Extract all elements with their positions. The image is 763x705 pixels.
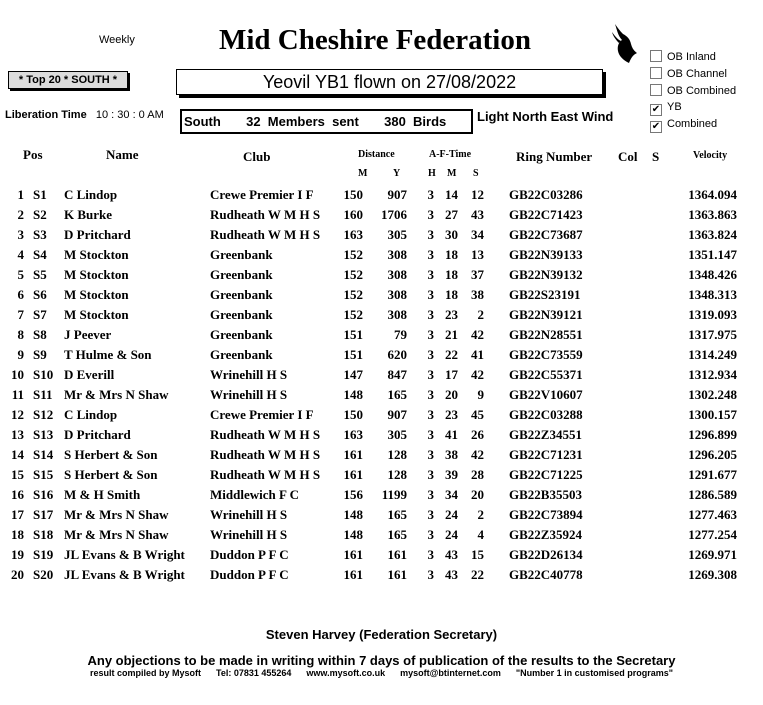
cell-pos: 14 [11, 447, 24, 462]
cell-s: 9 [477, 387, 484, 402]
cell-ring: GB22Z35924 [509, 527, 582, 542]
cell-s: 4 [477, 527, 484, 542]
cell-min: 18 [445, 247, 458, 262]
weekly-label: Weekly [99, 34, 135, 46]
table-row [0, 467, 763, 487]
cell-name: S Herbert & Son [64, 467, 158, 482]
cell-pos: 9 [17, 347, 24, 362]
cell-ring: GB22B35503 [509, 487, 582, 502]
cell-ring: GB22C73559 [509, 347, 583, 362]
cell-min: 21 [445, 327, 458, 342]
pigeon-logo-icon [609, 22, 639, 64]
cell-sec: S20 [33, 567, 54, 582]
cell-m: 161 [343, 547, 363, 562]
cell-vel: 1317.975 [688, 327, 737, 342]
cell-club: Crewe Premier I F [210, 407, 314, 422]
cell-vel: 1364.094 [688, 187, 737, 202]
cell-club: Rudheath W M H S [210, 427, 321, 442]
cell-m: 156 [343, 487, 363, 502]
cell-min: 18 [445, 287, 458, 302]
cell-name: D Pritchard [64, 227, 131, 242]
liberation-time-label: Liberation Time [5, 109, 87, 121]
cell-name: Mr & Mrs N Shaw [64, 507, 169, 522]
cell-s: 42 [471, 367, 484, 382]
cell-club: Greenbank [210, 307, 273, 322]
cell-y: 308 [387, 307, 407, 322]
cell-h: 3 [427, 247, 434, 262]
cell-vel: 1312.934 [688, 367, 737, 382]
cell-m: 161 [343, 567, 363, 582]
checkmark-icon[interactable]: ✔ [651, 104, 661, 115]
cell-ring: GB22V10607 [509, 387, 583, 402]
col-header-colour: Col [618, 149, 638, 164]
cell-h: 3 [427, 347, 434, 362]
cell-club: Duddon P F C [210, 547, 289, 562]
page-title: Mid Cheshire Federation [219, 24, 531, 56]
cell-s: 38 [471, 287, 484, 302]
cell-h: 3 [427, 187, 434, 202]
cell-pos: 6 [17, 287, 24, 302]
cell-h: 3 [427, 467, 434, 482]
cell-sec: S16 [33, 487, 54, 502]
cell-h: 3 [427, 327, 434, 342]
table-row [0, 187, 763, 207]
cell-y: 165 [387, 387, 407, 402]
cell-y: 847 [387, 367, 407, 382]
table-row [0, 287, 763, 307]
cell-min: 18 [445, 267, 458, 282]
cell-pos: 3 [17, 227, 24, 242]
cell-m: 161 [343, 447, 363, 462]
cell-name: C Lindop [64, 407, 118, 422]
cell-sec: S3 [33, 227, 47, 242]
cell-m: 148 [343, 527, 363, 542]
cell-name: Mr & Mrs N Shaw [64, 387, 169, 402]
col-header-name: Name [106, 147, 139, 162]
cell-name: M Stockton [64, 247, 129, 262]
cell-y: 308 [387, 267, 407, 282]
cell-name: J Peever [64, 327, 112, 342]
cell-pos: 8 [17, 327, 24, 342]
cell-sec: S9 [33, 347, 47, 362]
col-header-ring-number: Ring Number [516, 149, 593, 164]
cell-sec: S17 [33, 507, 54, 522]
cell-m: 152 [343, 247, 363, 262]
federation-secretary: Steven Harvey (Federation Secretary) [265, 627, 498, 642]
cell-h: 3 [427, 307, 434, 322]
cell-club: Wrinehill H S [210, 507, 288, 522]
cell-h: 3 [427, 487, 434, 502]
col-header-sex: S [652, 149, 660, 164]
cell-y: 305 [387, 227, 407, 242]
cell-y: 907 [387, 407, 407, 422]
cell-s: 12 [471, 187, 484, 202]
cell-vel: 1319.093 [688, 307, 737, 322]
option-label: Combined [667, 118, 718, 130]
cell-y: 165 [387, 527, 407, 542]
table-row [0, 207, 763, 227]
cell-sec: S15 [33, 467, 54, 482]
cell-sec: S13 [33, 427, 54, 442]
col-header-velocity: Velocity [693, 150, 728, 161]
cell-ring: GB22C71423 [509, 207, 583, 222]
cell-ring: GB22C73687 [509, 227, 583, 242]
cell-sec: S1 [33, 187, 47, 202]
cell-s: 20 [471, 487, 484, 502]
empty-checkbox-icon[interactable] [650, 50, 662, 62]
cell-m: 148 [343, 387, 363, 402]
cell-m: 163 [343, 227, 363, 242]
cell-vel: 1286.589 [688, 487, 737, 502]
checkmark-icon[interactable]: ✔ [651, 121, 661, 132]
option-checkbox[interactable] [650, 101, 682, 116]
cell-s: 41 [471, 347, 484, 362]
cell-s: 28 [471, 467, 484, 482]
cell-ring: GB22C73894 [509, 507, 583, 522]
cell-s: 45 [471, 407, 484, 422]
cell-pos: 15 [11, 467, 24, 482]
cell-vel: 1351.147 [688, 247, 737, 262]
cell-min: 27 [445, 207, 458, 222]
option-label: YB [667, 101, 682, 113]
cell-min: 14 [445, 187, 458, 202]
col-header-distance: Distance [358, 149, 395, 160]
cell-vel: 1314.249 [688, 347, 737, 362]
cell-pos: 1 [17, 187, 24, 202]
cell-ring: GB22C03288 [509, 407, 583, 422]
col-header-aftime: A-F-Time [429, 149, 472, 160]
cell-s: 22 [471, 567, 484, 582]
cell-vel: 1296.205 [688, 447, 737, 462]
table-row [0, 327, 763, 347]
cell-club: Duddon P F C [210, 567, 289, 582]
cell-h: 3 [427, 287, 434, 302]
cell-club: Middlewich F C [210, 487, 300, 502]
cell-h: 3 [427, 367, 434, 382]
cell-club: Greenbank [210, 287, 273, 302]
table-row [0, 227, 763, 247]
cell-name: M Stockton [64, 287, 129, 302]
cell-vel: 1269.971 [688, 547, 737, 562]
col-header-yards: Y [393, 168, 401, 179]
cell-min: 38 [445, 447, 458, 462]
cell-vel: 1363.824 [688, 227, 737, 242]
cell-ring: GB22N39133 [509, 247, 583, 262]
cell-m: 148 [343, 507, 363, 522]
option-label: OB Inland [667, 51, 716, 63]
table-row [0, 527, 763, 547]
cell-y: 1706 [381, 207, 407, 222]
cell-vel: 1300.157 [688, 407, 737, 422]
cell-vel: 1348.426 [688, 267, 737, 282]
cell-sec: S19 [33, 547, 54, 562]
cell-pos: 13 [11, 427, 24, 442]
option-label: OB Combined [667, 85, 737, 97]
cell-name: T Hulme & Son [64, 347, 152, 362]
cell-m: 147 [343, 367, 363, 382]
table-row [0, 567, 763, 587]
cell-sec: S8 [33, 327, 47, 342]
cell-name: JL Evans & B Wright [64, 547, 185, 562]
table-row [0, 267, 763, 287]
cell-y: 305 [387, 427, 407, 442]
cell-ring: GB22C03286 [509, 187, 583, 202]
cell-vel: 1348.313 [688, 287, 737, 302]
cell-min: 34 [445, 487, 458, 502]
cell-club: Wrinehill H S [210, 367, 288, 382]
col-header-club: Club [243, 149, 271, 164]
option-checkbox[interactable] [650, 84, 736, 97]
cell-m: 152 [343, 307, 363, 322]
objections-notice: Any objections to be made in writing within 7 days of publication of the results to the Secretary [87, 653, 676, 668]
cell-min: 23 [445, 307, 458, 322]
cell-m: 152 [343, 267, 363, 282]
cell-h: 3 [427, 267, 434, 282]
cell-pos: 19 [11, 547, 24, 562]
cell-s: 43 [471, 207, 484, 222]
cell-pos: 18 [11, 527, 24, 542]
cell-s: 15 [471, 547, 484, 562]
cell-vel: 1302.248 [688, 387, 737, 402]
cell-y: 308 [387, 247, 407, 262]
col-header-hours: H [428, 168, 436, 179]
cell-m: 161 [343, 467, 363, 482]
cell-name: Mr & Mrs N Shaw [64, 527, 169, 542]
table-row [0, 487, 763, 507]
option-checkbox[interactable] [650, 118, 717, 133]
cell-ring: GB22C40778 [509, 567, 583, 582]
cell-ring: GB22N39132 [509, 267, 583, 282]
col-header-seconds: S [473, 168, 479, 179]
cell-y: 161 [387, 567, 407, 582]
table-row [0, 427, 763, 447]
cell-h: 3 [427, 227, 434, 242]
cell-name: S Herbert & Son [64, 447, 158, 462]
cell-ring: GB22C55371 [509, 367, 583, 382]
cell-h: 3 [427, 507, 434, 522]
cell-y: 79 [394, 327, 407, 342]
cell-min: 23 [445, 407, 458, 422]
cell-s: 37 [471, 267, 484, 282]
cell-club: Greenbank [210, 327, 273, 342]
cell-ring: GB22C71231 [509, 447, 583, 462]
cell-pos: 5 [17, 267, 24, 282]
table-row [0, 347, 763, 367]
cell-vel: 1277.254 [688, 527, 737, 542]
table-row [0, 247, 763, 267]
cell-min: 41 [445, 427, 458, 442]
cell-h: 3 [427, 527, 434, 542]
cell-club: Wrinehill H S [210, 387, 288, 402]
cell-m: 150 [343, 187, 363, 202]
empty-checkbox-icon[interactable] [650, 67, 662, 79]
cell-s: 26 [471, 427, 484, 442]
cell-vel: 1291.677 [688, 467, 737, 482]
cell-min: 20 [445, 387, 458, 402]
cell-pos: 20 [11, 567, 24, 582]
cell-ring: GB22S23191 [509, 287, 581, 302]
table-row [0, 307, 763, 327]
cell-sec: S10 [33, 367, 54, 382]
cell-sec: S12 [33, 407, 54, 422]
section-badge: * Top 20 * SOUTH * [8, 71, 128, 89]
cell-sec: S4 [33, 247, 47, 262]
cell-h: 3 [427, 547, 434, 562]
cell-min: 24 [445, 507, 458, 522]
cell-h: 3 [427, 427, 434, 442]
cell-min: 30 [445, 227, 458, 242]
col-header-miles: M [358, 168, 368, 179]
cell-pos: 11 [11, 387, 24, 402]
cell-vel: 1296.899 [688, 427, 737, 442]
cell-m: 160 [343, 207, 363, 222]
cell-h: 3 [427, 207, 434, 222]
cell-y: 128 [387, 447, 407, 462]
cell-vel: 1363.863 [688, 207, 737, 222]
cell-s: 2 [477, 307, 484, 322]
liberation-time-value: 10 : 30 : 0 AM [95, 109, 164, 121]
cell-y: 907 [387, 187, 407, 202]
cell-name: C Lindop [64, 187, 118, 202]
cell-sec: S7 [33, 307, 47, 322]
cell-min: 22 [445, 347, 458, 362]
table-row [0, 387, 763, 407]
cell-h: 3 [427, 447, 434, 462]
cell-sec: S2 [33, 207, 47, 222]
race-title-box: Yeovil YB1 flown on 27/08/2022 [176, 69, 603, 95]
cell-pos: 17 [11, 507, 24, 522]
cell-y: 161 [387, 547, 407, 562]
cell-h: 3 [427, 407, 434, 422]
cell-h: 3 [427, 567, 434, 582]
cell-y: 620 [387, 347, 407, 362]
cell-name: D Everill [64, 367, 115, 382]
cell-m: 163 [343, 427, 363, 442]
table-row [0, 407, 763, 427]
cell-pos: 10 [11, 367, 24, 382]
cell-min: 43 [445, 567, 458, 582]
liberation-time [5, 109, 164, 121]
cell-y: 165 [387, 507, 407, 522]
table-row [0, 367, 763, 387]
cell-s: 42 [471, 327, 484, 342]
cell-sec: S5 [33, 267, 47, 282]
cell-name: M & H Smith [64, 487, 141, 502]
cell-min: 39 [445, 467, 458, 482]
cell-y: 308 [387, 287, 407, 302]
cell-y: 1199 [381, 487, 407, 502]
cell-sec: S6 [33, 287, 47, 302]
cell-name: M Stockton [64, 307, 129, 322]
cell-club: Greenbank [210, 267, 273, 282]
empty-checkbox-icon[interactable] [650, 84, 662, 96]
cell-m: 151 [343, 327, 363, 342]
cell-club: Rudheath W M H S [210, 447, 321, 462]
cell-ring: GB22Z34551 [509, 427, 582, 442]
cell-club: Greenbank [210, 247, 273, 262]
cell-min: 24 [445, 527, 458, 542]
cell-name: M Stockton [64, 267, 129, 282]
cell-pos: 4 [17, 247, 24, 262]
members-summary-box: South 32 Members sent 380 Birds [180, 109, 473, 134]
table-row [0, 507, 763, 527]
cell-m: 152 [343, 287, 363, 302]
cell-name: D Pritchard [64, 427, 131, 442]
cell-pos: 12 [11, 407, 24, 422]
cell-ring: GB22N39121 [509, 307, 583, 322]
cell-name: K Burke [64, 207, 113, 222]
cell-ring: GB22N28551 [509, 327, 583, 342]
table-row [0, 447, 763, 467]
cell-s: 2 [477, 507, 484, 522]
cell-s: 13 [471, 247, 484, 262]
cell-club: Rudheath W M H S [210, 227, 321, 242]
cell-vel: 1269.308 [688, 567, 737, 582]
cell-name: JL Evans & B Wright [64, 567, 185, 582]
cell-club: Crewe Premier I F [210, 187, 314, 202]
cell-pos: 16 [11, 487, 24, 502]
cell-min: 43 [445, 547, 458, 562]
table-row [0, 547, 763, 567]
cell-vel: 1277.463 [688, 507, 737, 522]
cell-club: Greenbank [210, 347, 273, 362]
col-header-pos: Pos [23, 147, 43, 162]
col-header-minutes: M [447, 168, 457, 179]
cell-sec: S18 [33, 527, 54, 542]
cell-club: Rudheath W M H S [210, 467, 321, 482]
cell-sec: S11 [33, 387, 53, 402]
option-checkbox[interactable] [650, 50, 716, 63]
cell-m: 150 [343, 407, 363, 422]
cell-s: 34 [471, 227, 484, 242]
option-checkbox[interactable] [650, 67, 727, 80]
cell-m: 151 [343, 347, 363, 362]
wind-condition: Light North East Wind [477, 109, 614, 124]
cell-ring: GB22D26134 [509, 547, 583, 562]
cell-s: 42 [471, 447, 484, 462]
cell-sec: S14 [33, 447, 54, 462]
cell-club: Rudheath W M H S [210, 207, 321, 222]
cell-pos: 2 [17, 207, 24, 222]
cell-min: 17 [445, 367, 458, 382]
cell-h: 3 [427, 387, 434, 402]
cell-ring: GB22C71225 [509, 467, 583, 482]
cell-pos: 7 [17, 307, 24, 322]
cell-y: 128 [387, 467, 407, 482]
compiler-credits: result compiled by Mysoft Tel: 07831 455264 www.mysoft.co.uk mysoft@btinternet.com "Number 1 in customised programs" [90, 668, 673, 678]
cell-club: Wrinehill H S [210, 527, 288, 542]
option-label: OB Channel [667, 68, 727, 80]
